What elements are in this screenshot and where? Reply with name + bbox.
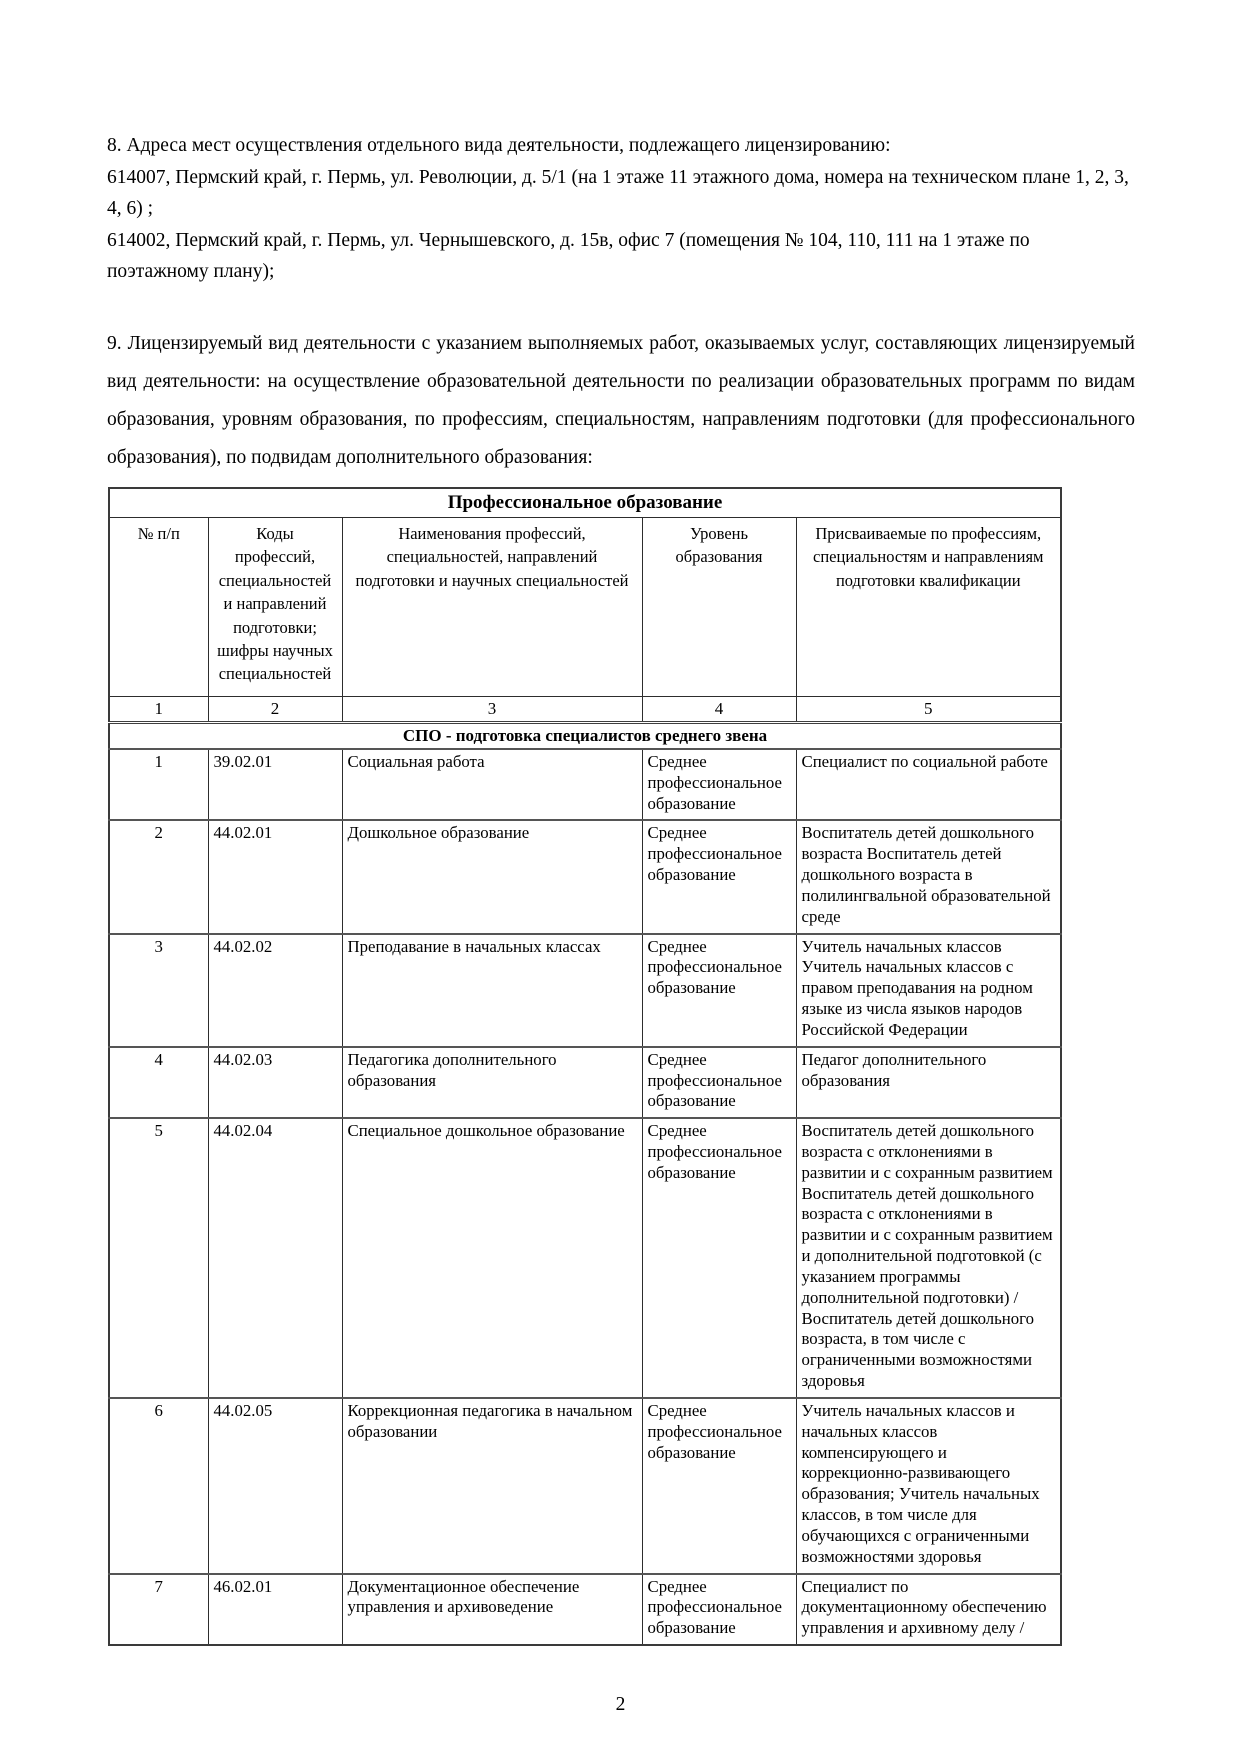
table-row [109,1574,1061,1645]
table-body [109,749,1061,1645]
cell-education-level: Среднее профессиональное образование [642,820,796,933]
column-number: 2 [208,696,342,722]
table-row [109,820,1061,933]
cell-education-level: Среднее профессиональное образование [642,1574,796,1645]
cell-row-number: 7 [109,1574,208,1645]
section-row-label: СПО - подготовка специалистов среднего звена [109,722,1061,749]
cell-code: 44.02.05 [208,1398,342,1574]
paragraph-8 [107,130,1135,288]
address-line-2: 614002, Пермский край, г. Пермь, ул. Чернышевского, д. 15в, офис 7 (помещения № 104, 110, 111 на 1 этаже по поэтажному плану); [107,229,1030,283]
cell-row-number: 5 [109,1118,208,1398]
column-number-row [109,696,1061,722]
cell-row-number: 3 [109,934,208,1047]
table-head [109,488,1061,749]
column-header-codes: Коды профессий, специальностей и направлений подготовки; шифры научных специальностей [208,517,342,696]
education-table [108,487,1062,1646]
cell-program-name: Дошкольное образование [342,820,642,933]
column-number: 5 [796,696,1061,722]
table-header-row [109,517,1061,696]
column-number: 4 [642,696,796,722]
table-row [109,1118,1061,1398]
cell-program-name: Социальная работа [342,749,642,820]
cell-qualification: Специалист по документационному обеспечению управления и архивному делу / [796,1574,1061,1645]
column-number: 3 [342,696,642,722]
table-row [109,1398,1061,1574]
document-content [107,130,1135,1646]
cell-program-name: Педагогика дополнительного образования [342,1047,642,1118]
cell-row-number: 1 [109,749,208,820]
cell-code: 44.02.03 [208,1047,342,1118]
table-section-row [109,722,1061,749]
cell-row-number: 6 [109,1398,208,1574]
cell-program-name: Преподавание в начальных классах [342,934,642,1047]
cell-row-number: 4 [109,1047,208,1118]
column-number: 1 [109,696,208,722]
cell-code: 46.02.01 [208,1574,342,1645]
table-title-row [109,488,1061,518]
column-header-qualifications: Присваиваемые по профессиям, специальностям и направлениям подготовки квалификации [796,517,1061,696]
cell-qualification: Педагог дополнительного образования [796,1047,1061,1118]
table-row [109,749,1061,820]
address-line-1: 614007, Пермский край, г. Пермь, ул. Революции, д. 5/1 (на 1 этаже 11 этажного дома, номера на техническом плане 1, 2, 3, 4, 6) ; [107,166,1129,220]
cell-qualification: Учитель начальных классов Учитель начальных классов с правом преподавания на родном языке из числа языков народов Российской Федерации [796,934,1061,1047]
cell-qualification: Воспитатель детей дошкольного возраста Воспитатель детей дошкольного возраста в полилингвальной образовательной среде [796,820,1061,933]
cell-code: 44.02.02 [208,934,342,1047]
cell-program-name: Документационное обеспечение управления и архивоведение [342,1574,642,1645]
cell-code: 44.02.04 [208,1118,342,1398]
column-header-number: № п/п [109,517,208,696]
paragraph-9: 9. Лицензируемый вид деятельности с указанием выполняемых работ, оказываемых услуг, составляющих лицензируемый вид деятельности: на осуществление образовательной деятельности по реализации образовательных программ по видам образования, уровням образования, по профессиям, специальностям, направлениям подготовки (для профессионального образования), по подвидам дополнительного образования: [107,332,1135,468]
paragraph-8-heading: 8. Адреса мест осуществления отдельного вида деятельности, подлежащего лицензированию: [107,135,891,156]
cell-program-name: Специальное дошкольное образование [342,1118,642,1398]
cell-education-level: Среднее профессиональное образование [642,1398,796,1574]
cell-qualification: Учитель начальных классов и начальных классов компенсирующего и коррекционно-развивающего образования; Учитель начальных классов, в том числе для обучающихся с ограниченными возможностями здоровья [796,1398,1061,1574]
cell-row-number: 2 [109,820,208,933]
table-row [109,934,1061,1047]
cell-education-level: Среднее профессиональное образование [642,934,796,1047]
table-row [109,1047,1061,1118]
column-header-level: Уровень образования [642,517,796,696]
cell-qualification: Специалист по социальной работе [796,749,1061,820]
cell-education-level: Среднее профессиональное образование [642,1118,796,1398]
cell-qualification: Воспитатель детей дошкольного возраста с отклонениями в развитии и с сохранным развитием Воспитатель детей дошкольного возраста с отклонениями в развитии и с сохранным развитием и дополнительной подготовкой (с указанием программы дополнительной подготовки) / Воспитатель детей дошкольного возраста, в том числе с ограниченными возможностями здоровья [796,1118,1061,1398]
cell-code: 39.02.01 [208,749,342,820]
cell-program-name: Коррекционная педагогика в начальном образовании [342,1398,642,1574]
cell-education-level: Среднее профессиональное образование [642,749,796,820]
page-number: 2 [615,1694,626,1715]
table-title: Профессиональное образование [109,488,1061,518]
cell-education-level: Среднее профессиональное образование [642,1047,796,1118]
column-header-names: Наименования профессий, специальностей, направлений подготовки и научных специальностей [342,517,642,696]
cell-code: 44.02.01 [208,820,342,933]
